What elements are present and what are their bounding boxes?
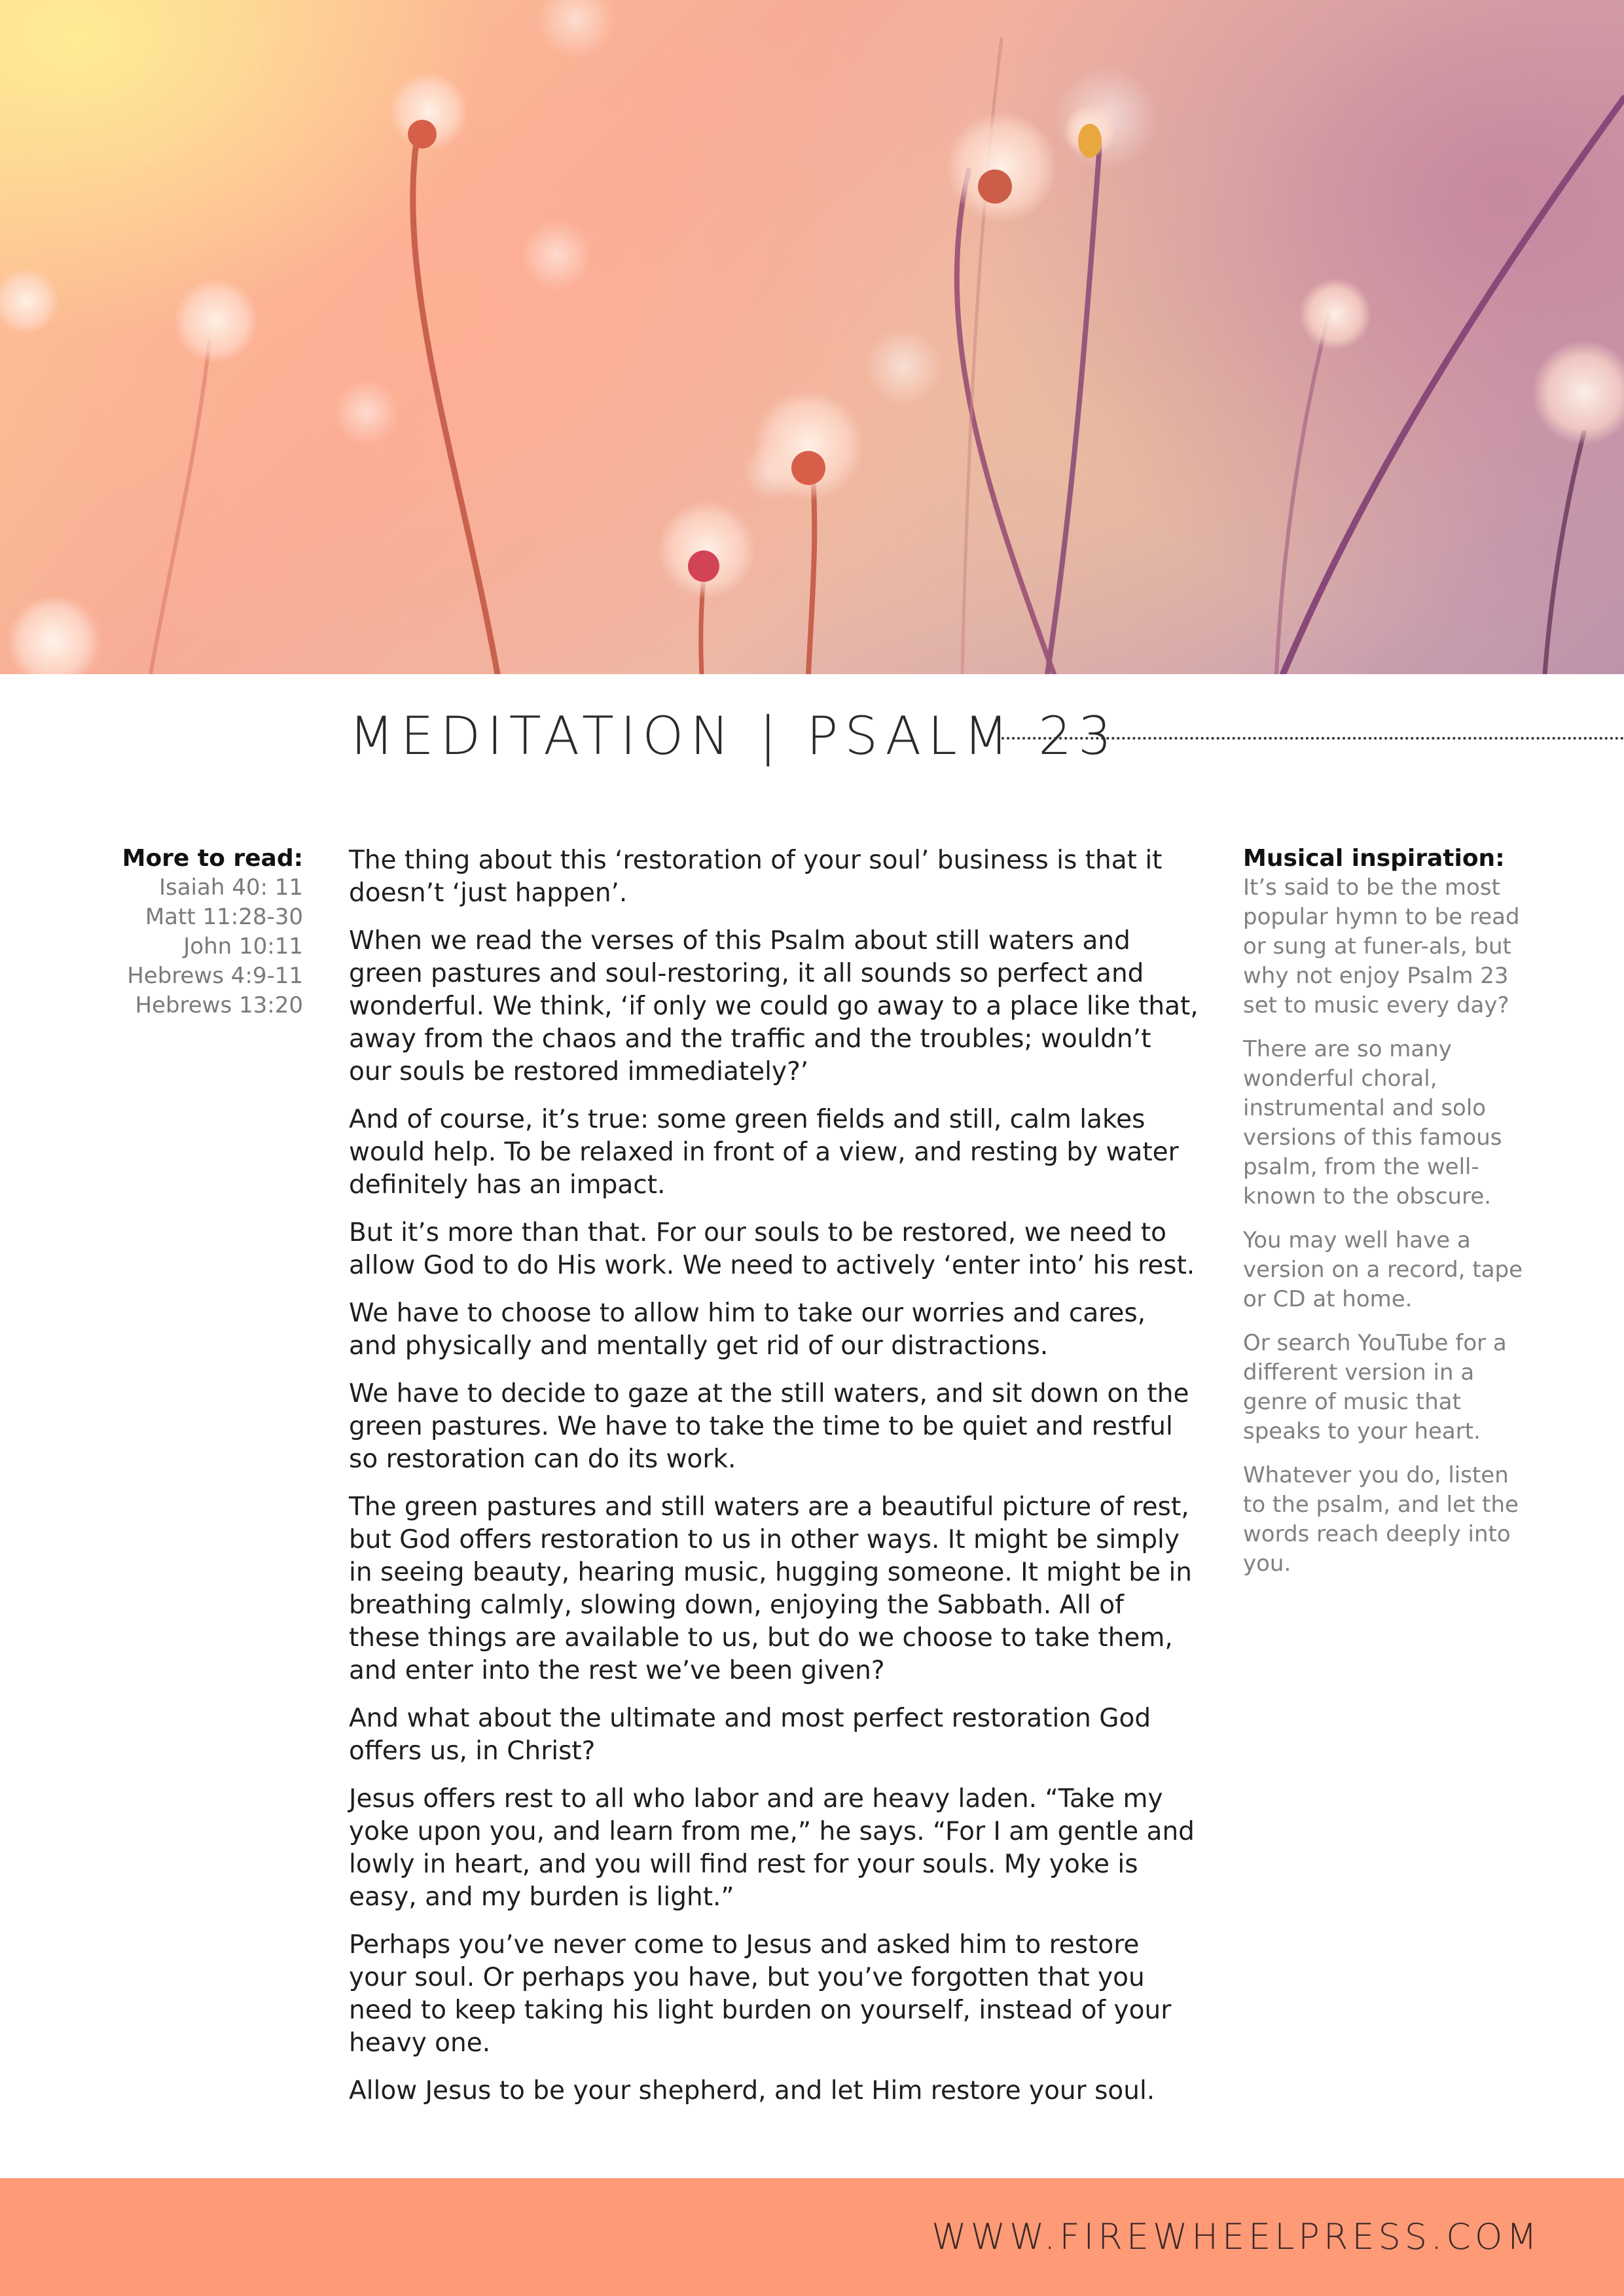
- sidebar-paragraph: There are so many wonderful choral, instrumental and solo versions of this famous psalm, from the well-known to the obscure.: [1243, 1036, 1502, 1210]
- scripture-reference-list: [85, 873, 303, 1020]
- scripture-reference: Hebrews 4:9-11: [127, 963, 303, 989]
- body-paragraph: Allow Jesus to be your shepherd, and let Him restore your soul.: [349, 2076, 1155, 2106]
- footer-band: [0, 2178, 1624, 2296]
- body-paragraph: Jesus offers rest to all who labor and are heavy laden. “Take my yoke upon you, and learn from me,” he says. “For I am gentle and lowly in heart, and you will find rest for your souls. My yoke is easy, and my burden is light.”: [349, 1784, 1195, 1912]
- scripture-reference: Matt 11:28-30: [145, 904, 303, 930]
- title-dotted-rule: [1001, 737, 1624, 740]
- scripture-reference: Hebrews 13:20: [135, 992, 303, 1018]
- sidebar-paragraph: It’s said to be the most popular hymn to be read or sung at funer-als, but why not enjoy Psalm 23 set to music every day?: [1243, 874, 1520, 1018]
- wildflower-illustration: [0, 0, 1624, 674]
- body-paragraph: Perhaps you’ve never come to Jesus and asked him to restore your soul. Or perhaps you have, but you’ve forgotten that you need to keep taking his light burden on yourself, instead of your heavy one.: [349, 1930, 1172, 2058]
- body-paragraph: But it’s more than that. For our souls to be restored, we need to allow God to do His work. We need to actively ‘enter into’ his rest.: [349, 1218, 1195, 1280]
- musical-inspiration-sidebar: [1243, 844, 1531, 1593]
- meditation-body: [349, 844, 1200, 2123]
- body-paragraph: We have to decide to gaze at the still waters, and sit down on the green pastures. We have to take the time to be quiet and restful so restoration can do its work.: [349, 1379, 1189, 1474]
- scripture-reference: Isaiah 40: 11: [158, 874, 303, 901]
- body-paragraph: And what about the ultimate and most perfect restoration God offers us, in Christ?: [349, 1704, 1151, 1766]
- body-paragraph: When we read the verses of this Psalm about still waters and green pastures and soul-restoring, it all sounds so perfect and wonderful. We think, ‘if only we could go away to a place like that, away from the chaos and the traffic and the troubles; wouldn’t our souls be restored immediately?’: [349, 926, 1199, 1086]
- hero-photo: [0, 0, 1624, 674]
- body-paragraph: The green pastures and still waters are a beautiful picture of rest, but God offers restoration to us in other ways. It might be simply in seeing beauty, hearing music, hugging someone. It might be in breathing calmly, slowing down, enjoying the Sabbath. All of these things are available to us, but do we choose to take them, and enter into the rest we’ve been given?: [349, 1492, 1193, 1685]
- musical-inspiration-heading: Musical inspiration:: [1243, 845, 1505, 872]
- sidebar-paragraph: Or search YouTube for a different version in a genre of music that speaks to your heart.: [1243, 1330, 1507, 1444]
- more-to-read-sidebar: [85, 844, 303, 1020]
- page-title: MEDITATION | PSALM 23: [349, 706, 1119, 766]
- website-url: WWW.FIREWHEELPRESS.COM: [931, 2216, 1541, 2257]
- sidebar-paragraph: You may well have a version on a record, tape or CD at home.: [1243, 1227, 1523, 1312]
- body-paragraph: And of course, it’s true: some green fields and still, calm lakes would help. To be relaxed in front of a view, and resting by water definitely has an impact.: [349, 1105, 1179, 1200]
- sidebar-paragraph: Whatever you do, listen to the psalm, and let the words reach deeply into you.: [1243, 1462, 1519, 1577]
- more-to-read-heading: More to read:: [122, 845, 303, 872]
- body-paragraph: We have to choose to allow him to take our worries and cares, and physically and mentally get rid of our distractions.: [349, 1299, 1146, 1361]
- scripture-reference: John 10:11: [183, 933, 303, 960]
- body-paragraph: The thing about this ‘restoration of your soul’ business is that it doesn’t ‘just happen’.: [349, 846, 1163, 908]
